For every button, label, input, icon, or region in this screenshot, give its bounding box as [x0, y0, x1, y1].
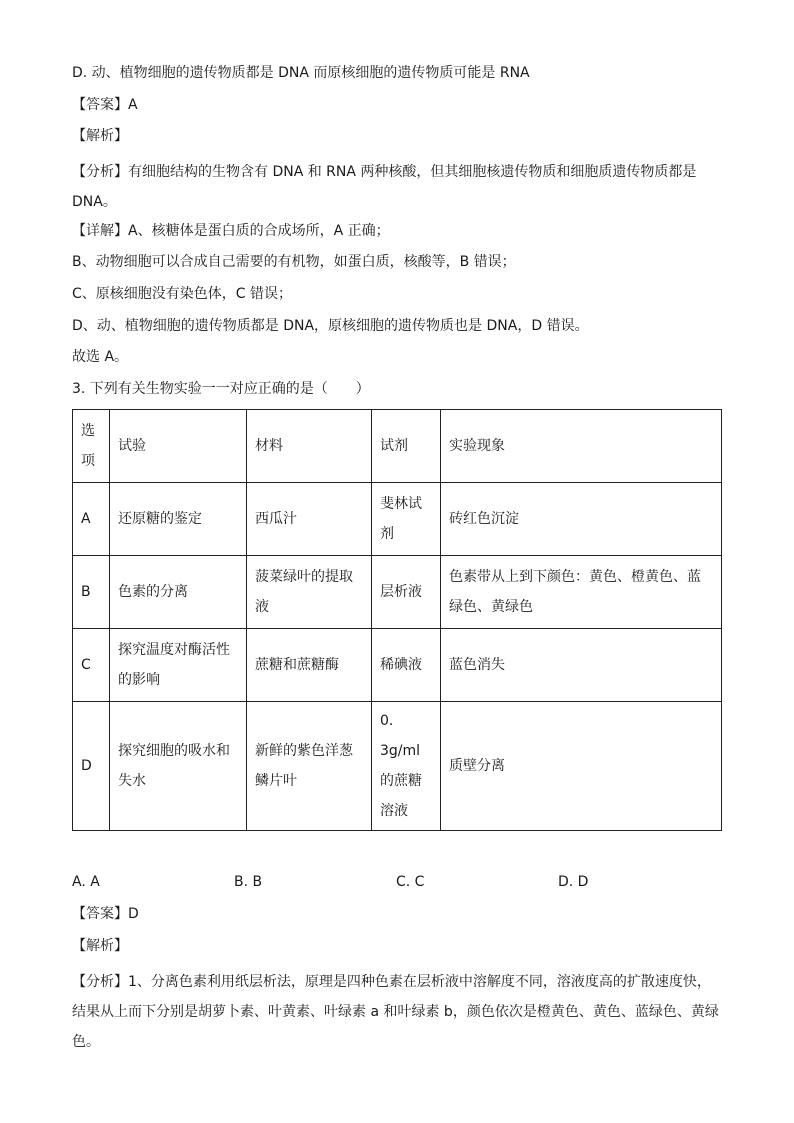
table-row [73, 629, 722, 702]
table-cell: 西瓜汁 [247, 483, 372, 556]
detail-a: 【详解】A、核糖体是蛋白质的合成场所，A 正确； [72, 222, 390, 239]
table-cell: 质壁分离 [441, 702, 722, 831]
header-cell: 试验 [110, 410, 247, 483]
table-cell: 斐林试剂 [372, 483, 441, 556]
analysis-heading: 【解析】 [72, 128, 128, 145]
table-cell: D [73, 702, 110, 831]
header-cell: 试剂 [372, 410, 441, 483]
table-cell: 砖红色沉淀 [441, 483, 722, 556]
table-cell: 蔗糖和蔗糖酶 [247, 629, 372, 702]
analysis-text-q3: 【分析】1、分离色素利用纸层析法，原理是四种色素在层析液中溶解度不同，溶液度高的扩散速度快，结果从上而下分别是胡萝卜素、叶黄素、叶绿素 a 和叶绿素 b，颜色依次是橙黄色、黄色、蓝绿色、黄绿色。 [72, 973, 719, 1050]
header-cell: 实验现象 [441, 410, 722, 483]
table-cell: 探究细胞的吸水和失水 [110, 702, 247, 831]
table-row [73, 556, 722, 629]
analysis-text: 【分析】有细胞结构的生物含有 DNA 和 RNA 两种核酸，但其细胞核遗传物质和细胞质遗传物质都是 DNA。 [72, 163, 697, 210]
experiment-table [72, 409, 722, 831]
choice-b: B. B [234, 874, 263, 891]
option-d-text: D. 动、植物细胞的遗传物质都是 DNA 而原核细胞的遗传物质可能是 RNA [72, 65, 530, 81]
detail-c: C、原核细胞没有染色体，C 错误； [72, 285, 293, 302]
choice-a: A. A [72, 874, 100, 891]
table-cell: 色素带从上到下颜色：黄色、橙黄色、蓝绿色、黄绿色 [441, 556, 722, 629]
table-row [73, 702, 722, 831]
answer-label: 【答案】A [72, 96, 138, 113]
choice-d: D. D [558, 874, 589, 891]
analysis-heading-q3: 【解析】 [72, 937, 128, 954]
answer-label-q3: 【答案】D [72, 906, 139, 923]
table-cell: 新鲜的紫色洋葱鳞片叶 [247, 702, 372, 831]
table-cell: 0．3g/ml 的蔗糖溶液 [372, 702, 441, 831]
table-cell: 色素的分离 [110, 556, 247, 629]
conclusion: 故选 A。 [72, 349, 129, 366]
table-row [73, 483, 722, 556]
document-page [72, 62, 722, 1060]
header-cell: 材料 [247, 410, 372, 483]
table-cell: C [73, 629, 110, 702]
detail-d: D、动、植物细胞的遗传物质都是 DNA，原核细胞的遗传物质也是 DNA，D 错误。 [72, 317, 589, 334]
table-cell: A [73, 483, 110, 556]
table-cell: 探究温度对酶活性的影响 [110, 629, 247, 702]
table-cell: 还原糖的鉴定 [110, 483, 247, 556]
table-cell: 层析液 [372, 556, 441, 629]
header-cell: 选项 [73, 410, 110, 483]
table-header-row [73, 410, 722, 483]
choice-c: C. C [396, 874, 425, 891]
table-cell: 蓝色消失 [441, 629, 722, 702]
answer-choices [72, 871, 722, 893]
question-3-stem: 3. 下列有关生物实验一一对应正确的是（ ） [72, 380, 370, 397]
table-cell: 菠菜绿叶的提取液 [247, 556, 372, 629]
detail-b: B、动物细胞可以合成自己需要的有机物，如蛋白质，核酸等，B 错误； [72, 254, 516, 271]
table-cell: 稀碘液 [372, 629, 441, 702]
table-cell: B [73, 556, 110, 629]
